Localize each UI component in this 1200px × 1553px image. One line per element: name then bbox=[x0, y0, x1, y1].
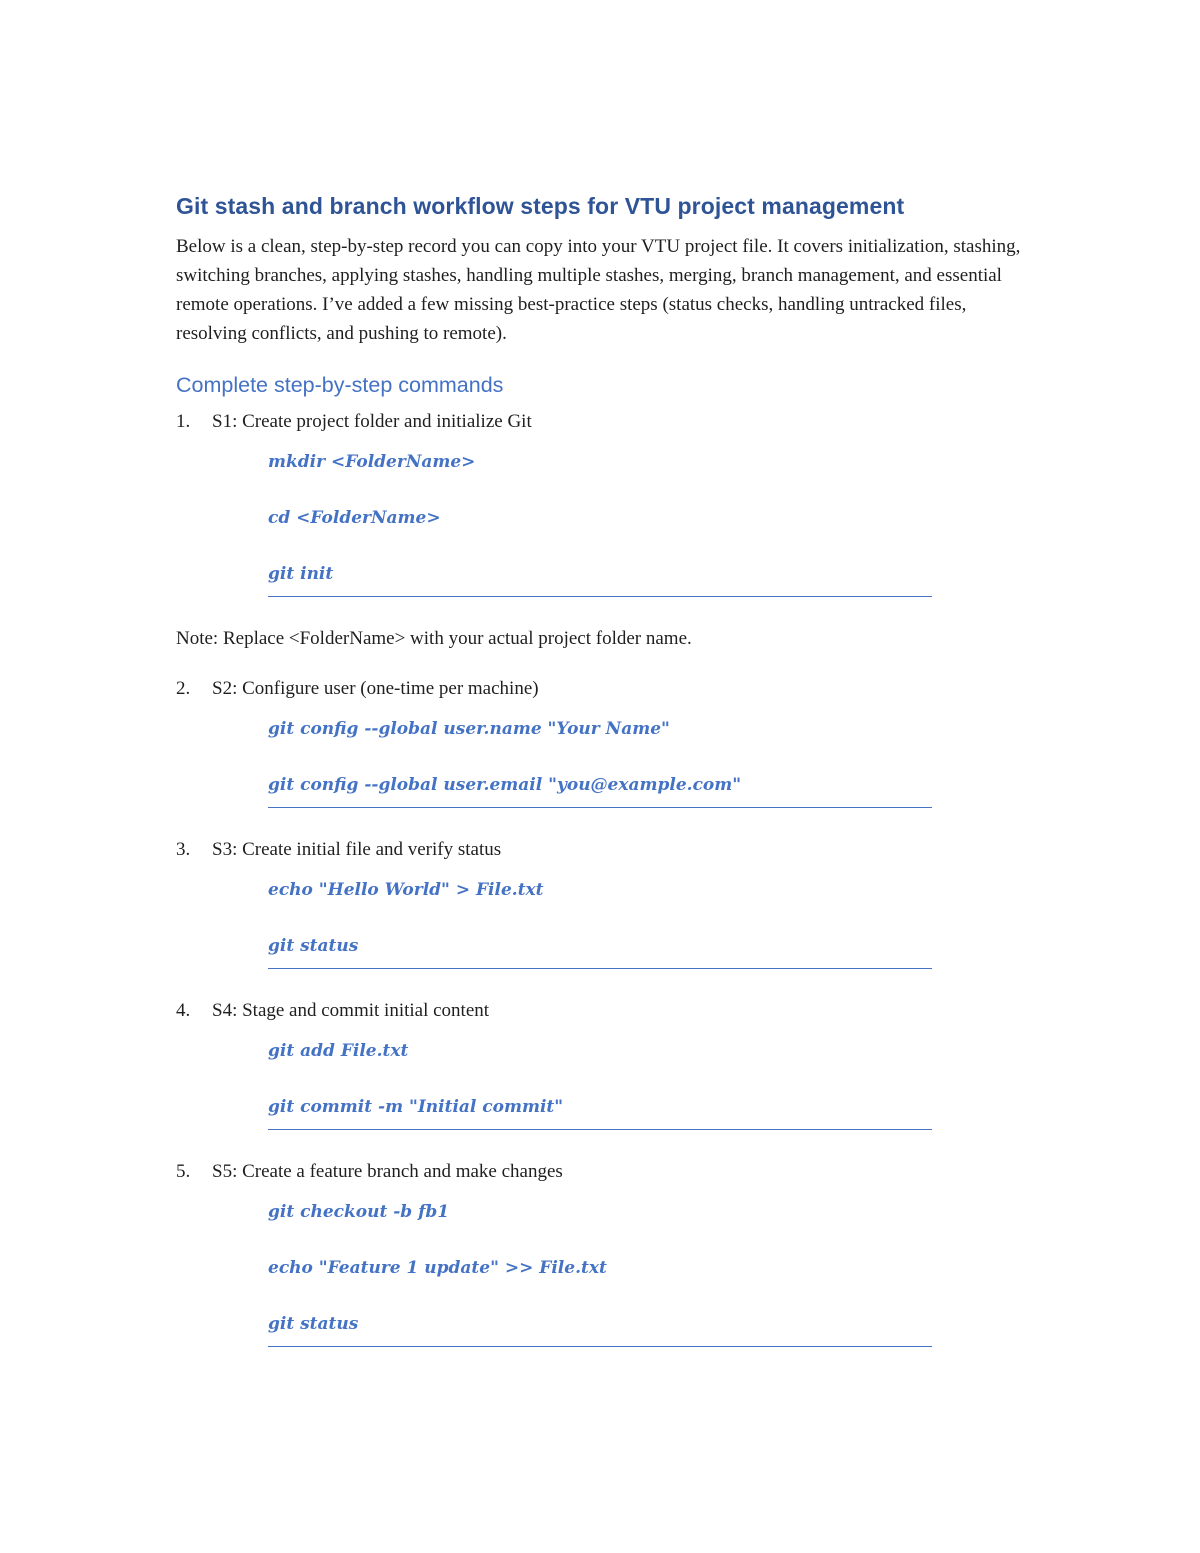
step-number: 1. bbox=[176, 411, 191, 432]
step-1 bbox=[176, 408, 1026, 597]
step-title bbox=[176, 997, 1026, 1025]
step-number: 3. bbox=[176, 839, 191, 860]
step-number: 5. bbox=[176, 1161, 191, 1182]
section-heading: Complete step-by-step commands bbox=[176, 373, 504, 397]
step-number: 4. bbox=[176, 1000, 191, 1021]
intro-paragraph: Below is a clean, step-by-step record you can copy into your VTU project file. It covers initialization, stashing, switching branches, applying stashes, handling multiple stashes, merging, branch management, and essential remote operations. I’ve added a few missing best-practice steps (status checks, handling untracked files, resolving conflicts, and pushing to remote). bbox=[176, 236, 1021, 344]
command-line: git commit -m "Initial commit" bbox=[268, 1097, 564, 1117]
step-label: S2: Configure user (one-time per machine) bbox=[212, 678, 539, 699]
command-line: git add File.txt bbox=[268, 1041, 409, 1061]
step-title bbox=[176, 675, 1026, 703]
note-text: Note: Replace <FolderName> with your actual project folder name. bbox=[176, 628, 692, 649]
command-line: git init bbox=[268, 564, 334, 584]
command-block bbox=[268, 703, 932, 808]
command-block bbox=[268, 1025, 932, 1130]
command-line: echo "Feature 1 update" >> File.txt bbox=[268, 1258, 607, 1278]
step-title bbox=[176, 836, 1026, 864]
step-2 bbox=[176, 675, 1026, 808]
command-line: git checkout -b fb1 bbox=[268, 1202, 450, 1222]
step-label: S3: Create initial file and verify status bbox=[212, 839, 502, 860]
command-line: echo "Hello World" > File.txt bbox=[268, 880, 544, 900]
command-line: git config --global user.email "you@example.com" bbox=[268, 775, 742, 795]
command-line: mkdir <FolderName> bbox=[268, 452, 476, 472]
step-number: 2. bbox=[176, 678, 191, 699]
command-block bbox=[268, 436, 932, 597]
step-title bbox=[176, 1158, 1026, 1186]
step-label: S5: Create a feature branch and make changes bbox=[212, 1161, 563, 1182]
step-4 bbox=[176, 997, 1026, 1130]
command-line: cd <FolderName> bbox=[268, 508, 441, 528]
command-block bbox=[268, 864, 932, 969]
command-block bbox=[268, 1186, 932, 1347]
command-line: git status bbox=[268, 1314, 359, 1334]
step-label: S1: Create project folder and initialize Git bbox=[212, 411, 532, 432]
document-title: Git stash and branch workflow steps for VTU project management bbox=[176, 193, 905, 219]
step-3 bbox=[176, 836, 1026, 969]
command-line: git status bbox=[268, 936, 359, 956]
step-title bbox=[176, 408, 1026, 436]
document-content bbox=[176, 190, 1026, 1347]
step-5 bbox=[176, 1158, 1026, 1347]
step-label: S4: Stage and commit initial content bbox=[212, 1000, 490, 1021]
command-line: git config --global user.name "Your Name" bbox=[268, 719, 670, 739]
